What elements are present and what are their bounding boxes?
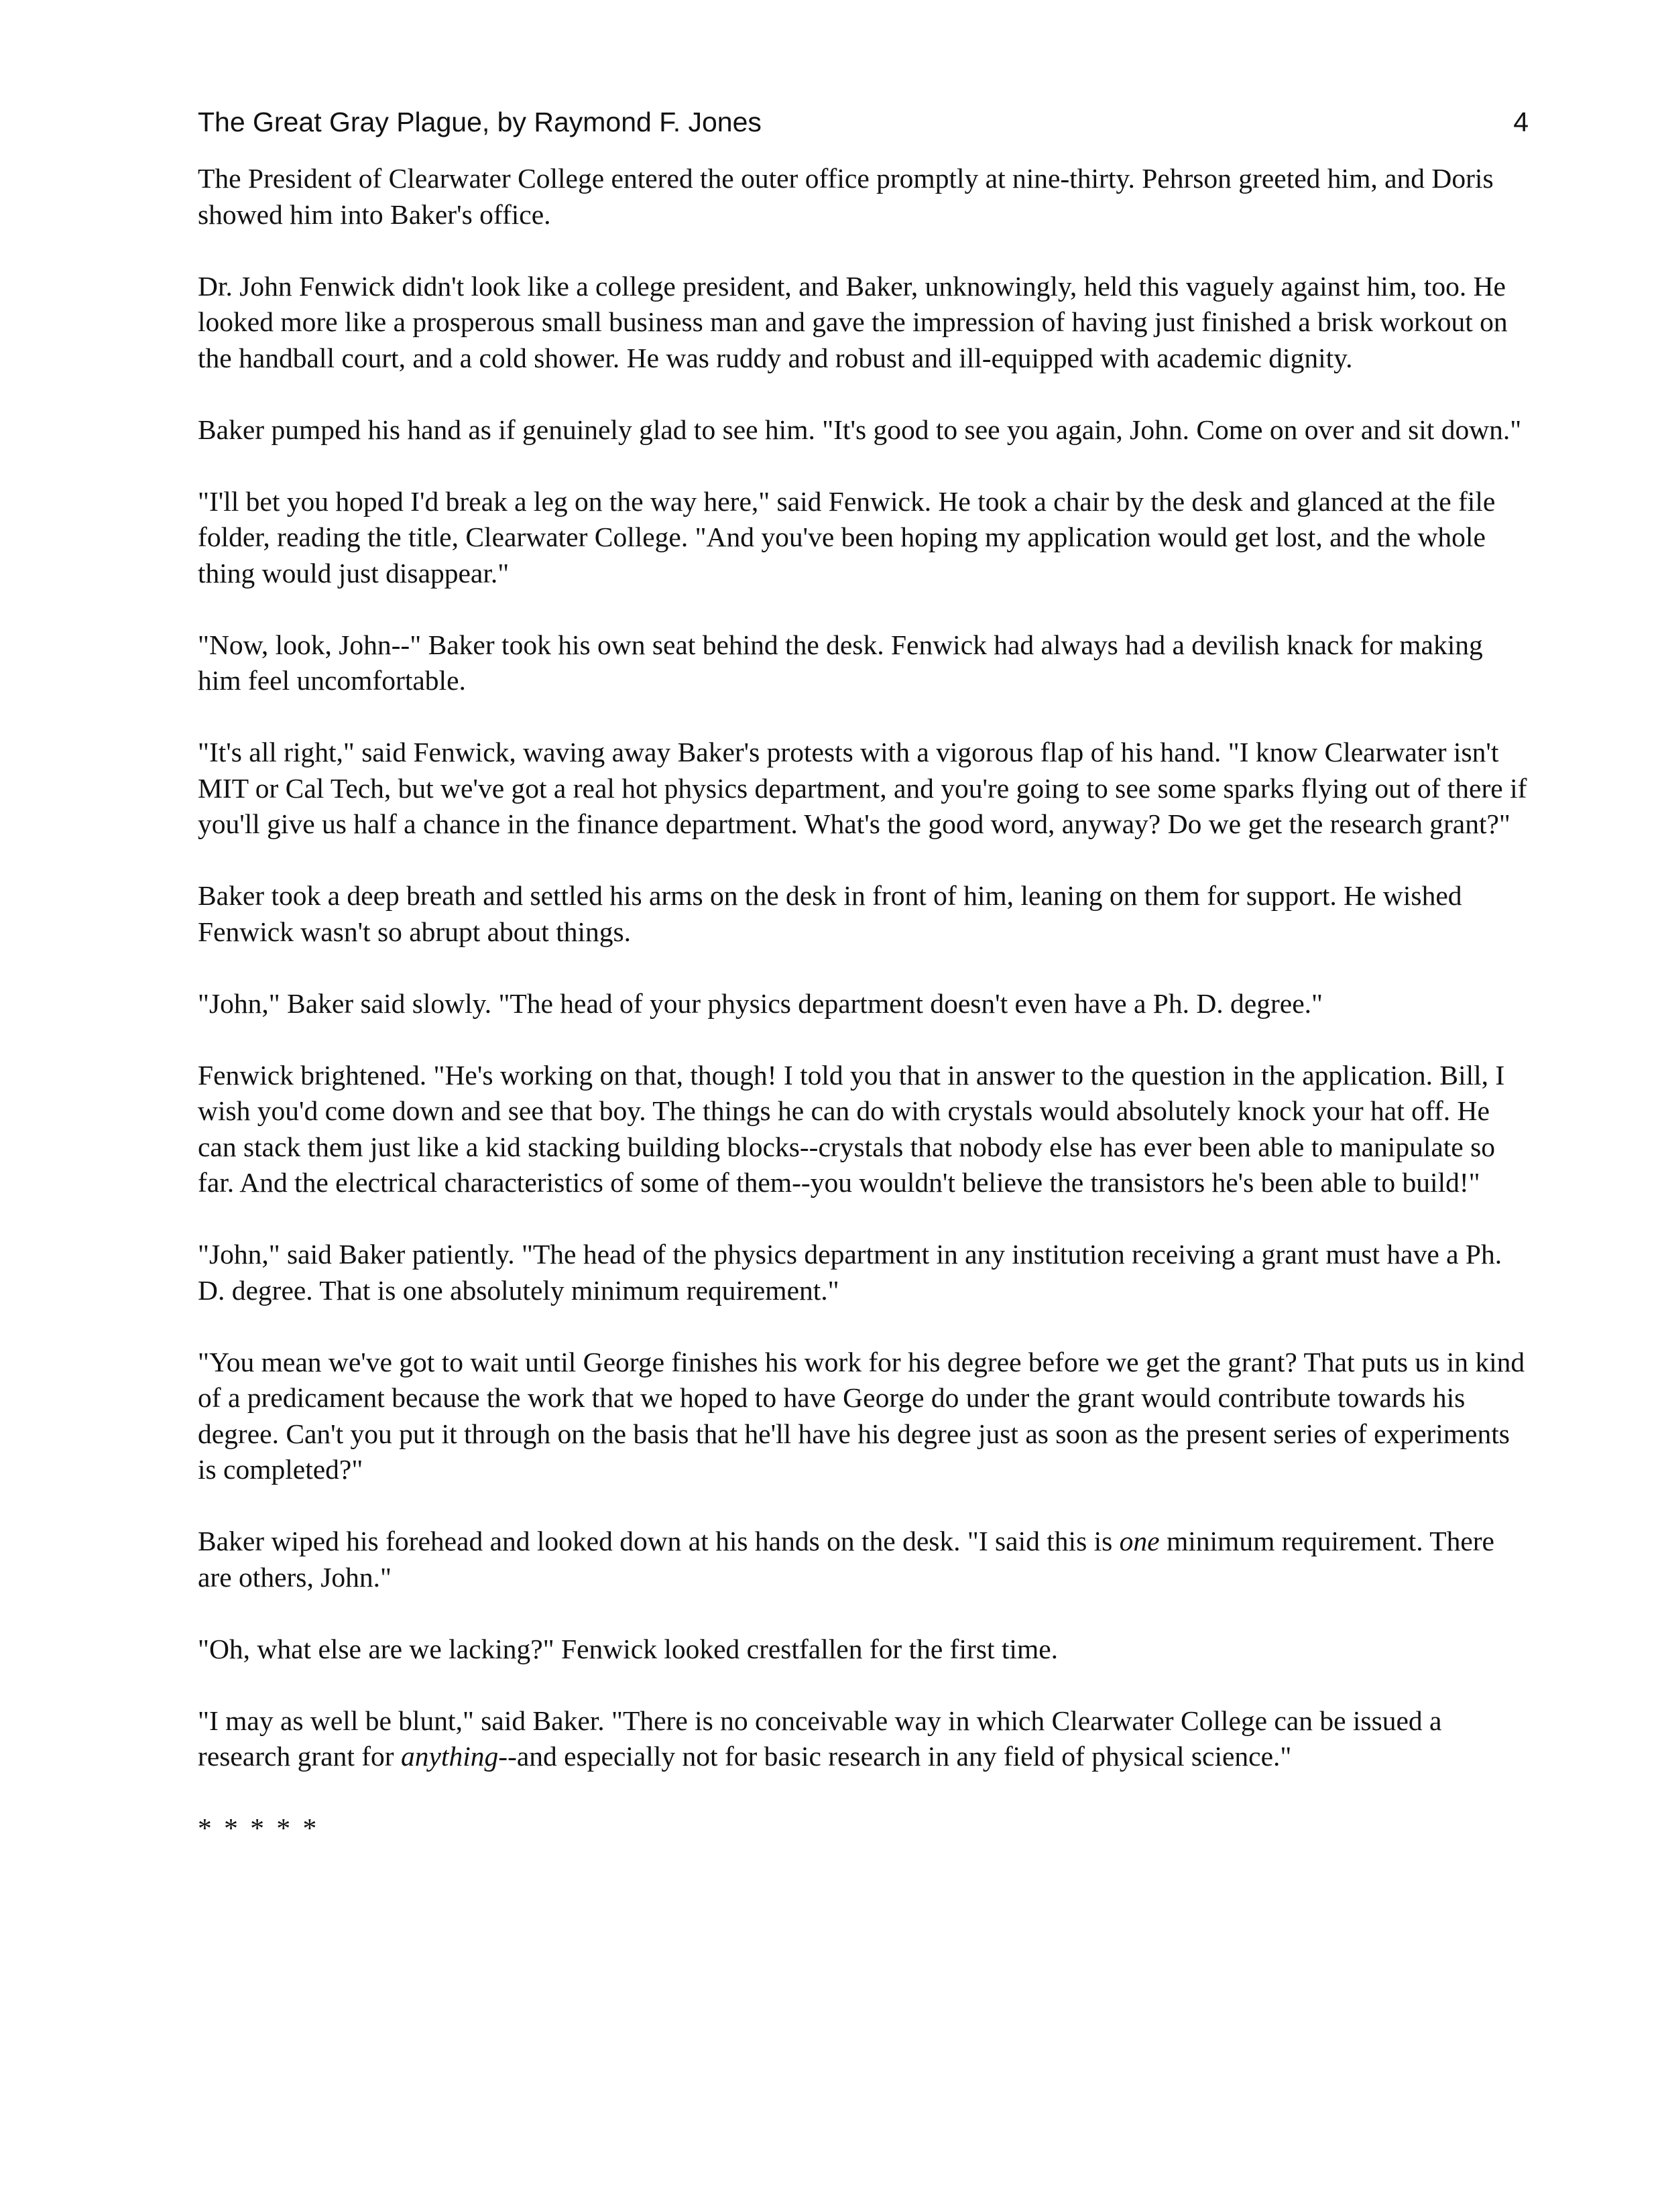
paragraph-text: "John," said Baker patiently. "The head of the physics department in any institution receiving a grant must have a Ph. D. degree. That is one absolutely minimum requirement." xyxy=(198,1239,1502,1306)
scene-break xyxy=(198,1810,1532,1847)
paragraph xyxy=(198,878,1532,950)
paragraph-text: "It's all right," said Fenwick, waving away Baker's protests with a vigorous flap of his hand. "I know Clearwater isn't MIT or Cal Tech, but we've got a real hot physics department, and you're going to see some sparks flying out of there if you'll give us half a chance in the finance department. What's the good word, anyway? Do we get the research grant?" xyxy=(198,737,1527,839)
running-title: The Great Gray Plague, by Raymond F. Jones xyxy=(198,107,762,137)
paragraph xyxy=(198,1237,1532,1308)
page-number: 4 xyxy=(1513,107,1529,137)
paragraph xyxy=(198,1524,1532,1595)
italic-emphasis: anything xyxy=(401,1741,499,1772)
paragraph-text: Dr. John Fenwick didn't look like a college president, and Baker, unknowingly, held this vaguely against him, too. He looked more like a prosperous small business man and gave the impression of having just finished a brisk workout on the handball court, and a cold shower. He was ruddy and robust and ill-equipped with academic dignity. xyxy=(198,270,1508,373)
paragraph-text: Fenwick brightened. "He's working on that, though! I told you that in answer to the question in the application. Bill, I wish you'd come down and see that boy. The things he can do with crystals would absolutely knock your hat off. He can stack them just like a kid stacking building blocks--crystals that nobody else has ever been able to manipulate so far. And the electrical characteristics of some of them--you wouldn't believe the transistors he's been able to build!" xyxy=(198,1059,1505,1198)
paragraph-text: Baker wiped his forehead and looked down at his hands on the desk. "I said this is xyxy=(198,1526,1120,1556)
paragraph-text: "You mean we've got to wait until George finishes his work for his degree before we get the grant? That puts us in kind of a predicament because the work that we hoped to have George do under the grant would contribute towards his degree. Can't you put it through on the basis that he'll have his degree just as soon as the present series of experiments is completed?" xyxy=(198,1346,1525,1485)
paragraph-text: Baker took a deep breath and settled his arms on the desk in front of him, leaning on them for support. He wished Fenwick wasn't so abrupt about things. xyxy=(198,880,1462,947)
paragraph-text: Baker pumped his hand as if genuinely glad to see him. "It's good to see you again, John. Come on over and sit down." xyxy=(198,414,1522,445)
paragraph xyxy=(198,484,1532,592)
paragraph-text: --and especially not for basic research in any field of physical science." xyxy=(498,1741,1292,1772)
paragraph xyxy=(198,1345,1532,1488)
paragraph xyxy=(198,1058,1532,1201)
paragraph-text: "Now, look, John--" Baker took his own seat behind the desk. Fenwick had always had a devilish knack for making him feel uncomfortable. xyxy=(198,629,1483,696)
body-text xyxy=(198,161,1532,1847)
paragraph xyxy=(198,1632,1532,1668)
page-header xyxy=(198,102,1529,142)
paragraph-text: minimum requirement. There are others, John." xyxy=(198,1526,1494,1593)
italic-emphasis: one xyxy=(1119,1526,1160,1556)
paragraph xyxy=(198,1703,1532,1775)
paragraph xyxy=(198,986,1532,1022)
scene-break-marker: * * * * * xyxy=(198,1812,320,1843)
paragraph xyxy=(198,269,1532,377)
paragraph-text: "John," Baker said slowly. "The head of your physics department doesn't even have a Ph. D. degree." xyxy=(198,987,1323,1019)
paragraph xyxy=(198,735,1532,843)
paragraph xyxy=(198,627,1532,699)
paragraph-text: The President of Clearwater College entered the outer office promptly at nine-thirty. Pehrson greeted him, and Doris showed him into Baker's office. xyxy=(198,163,1494,230)
paragraph-text: "I'll bet you hoped I'd break a leg on the way here," said Fenwick. He took a chair by the desk and glanced at the file folder, reading the title, Clearwater College. "And you've been hoping my application would get lost, and the whole thing would just disappear." xyxy=(198,485,1496,589)
paragraph-text: "I may as well be blunt," said Baker. "There is no conceivable way in which Clearwater College can be issued a research grant for xyxy=(198,1705,1442,1772)
paragraph xyxy=(198,412,1532,448)
paragraph-text: "Oh, what else are we lacking?" Fenwick looked crestfallen for the first time. xyxy=(198,1633,1059,1664)
paragraph xyxy=(198,161,1532,233)
